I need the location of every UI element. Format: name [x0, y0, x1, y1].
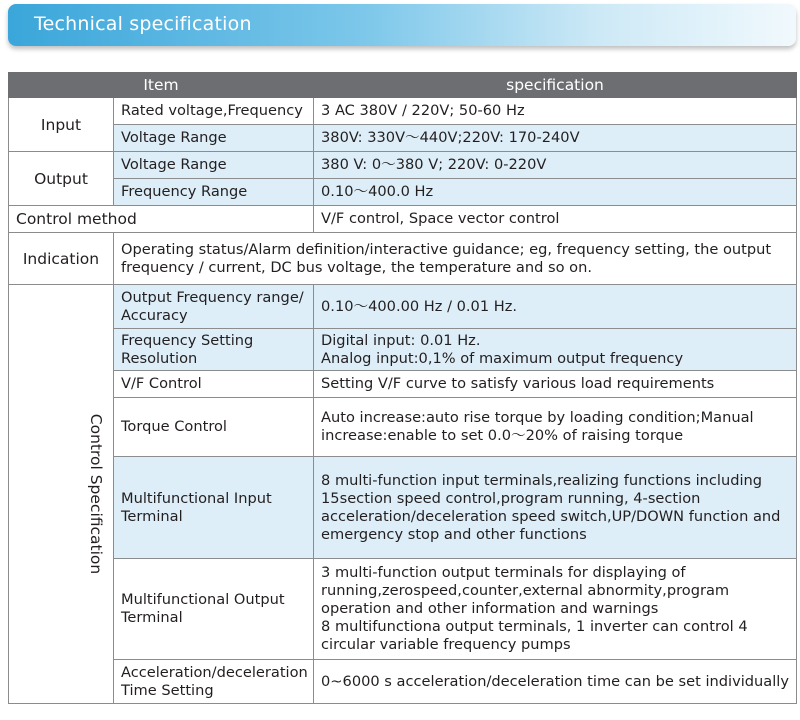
value-line: Operating status/Alarm definition/interactive guidance; eg, frequency setting, the output	[121, 240, 772, 258]
value-cell: 3 AC 380V / 220V; 50-60 Hz	[314, 98, 797, 125]
item-line: Torque Control	[121, 418, 227, 435]
value-line: increase:enable to set 0.0〜20% of raising torque	[321, 427, 684, 444]
item-line: Acceleration/deceleration	[121, 663, 308, 681]
value-line: 0.10〜400.00 Hz / 0.01 Hz.	[321, 297, 518, 315]
value-line: running,zerospeed,counter,external abnormity,program	[321, 582, 730, 599]
value-line: frequency / current, DC bus voltage, the temperature and so on.	[121, 258, 592, 276]
table-row	[9, 559, 797, 660]
table-row	[9, 660, 797, 704]
category-control-method: Control method	[9, 206, 314, 233]
item-line: Frequency Setting	[121, 331, 254, 349]
value-line: Digital input: 0.01 Hz.	[321, 331, 481, 349]
value-line: circular variable frequency pumps	[321, 636, 571, 653]
value-line: 3 multi-function output terminals for displaying of	[321, 564, 686, 581]
table-row	[9, 329, 797, 371]
table-row	[9, 179, 797, 206]
value-line: 8 multifunctiona output terminals, 1 inverter can control 4	[321, 618, 748, 635]
section-title: Technical specification	[34, 13, 252, 35]
category-input: Input	[9, 98, 114, 152]
item-line: Output Frequency range/	[121, 288, 304, 306]
vertical-label: Control Specification	[87, 413, 106, 575]
spec-table	[8, 72, 797, 704]
value-line: 8 multi-function input terminals,realizing functions including	[321, 471, 763, 489]
item-line: Accuracy	[121, 306, 188, 324]
item-cell	[114, 329, 314, 371]
value-cell: 380 V: 0〜380 V; 220V: 0-220V	[314, 152, 797, 179]
category-control-specification	[9, 285, 114, 704]
item-cell	[114, 457, 314, 559]
value-cell	[314, 660, 797, 704]
category-indication: Indication	[9, 233, 114, 285]
table-row	[9, 233, 797, 285]
value-line: operation and other information and warnings	[321, 600, 659, 617]
value-line: Auto increase:auto rise torque by loading condition;Manual	[321, 409, 754, 426]
item-cell: Frequency Range	[114, 179, 314, 206]
value-cell: 380V: 330V〜440V;220V: 170-240V	[314, 125, 797, 152]
value-cell: V/F control, Space vector control	[314, 206, 797, 233]
value-cell	[114, 233, 797, 285]
item-cell: Rated voltage,Frequency	[114, 98, 314, 125]
item-line: Multifunctional Output	[121, 591, 285, 608]
section-banner	[8, 4, 796, 46]
table-row	[9, 98, 797, 125]
item-cell	[114, 285, 314, 329]
value-cell: 0.10〜400.0 Hz	[314, 179, 797, 206]
value-cell	[314, 371, 797, 398]
item-line: Terminal	[121, 507, 183, 525]
value-line: Setting V/F curve to satisfy various load requirements	[321, 375, 715, 392]
value-cell	[314, 457, 797, 559]
table-row	[9, 152, 797, 179]
category-output: Output	[9, 152, 114, 206]
item-line: V/F Control	[121, 375, 202, 392]
value-cell	[314, 285, 797, 329]
header-item: Item	[9, 73, 314, 98]
item-cell: Voltage Range	[114, 152, 314, 179]
table-row	[9, 206, 797, 233]
table-row	[9, 285, 797, 329]
table-row	[9, 125, 797, 152]
header-specification: specification	[314, 73, 797, 98]
table-row	[9, 398, 797, 457]
item-line: Multifunctional Input	[121, 489, 272, 507]
value-line: Analog input:0,1% of maximum output frequency	[321, 349, 684, 367]
item-cell	[114, 398, 314, 457]
table-row	[9, 371, 797, 398]
item-line: Time Setting	[121, 681, 214, 699]
item-line: Resolution	[121, 349, 198, 367]
table-row	[9, 457, 797, 559]
value-cell	[314, 329, 797, 371]
value-cell	[314, 559, 797, 660]
value-line: 15section speed control,program running, 4-section	[321, 489, 701, 507]
value-line: acceleration/deceleration speed switch,UP/DOWN function and	[321, 507, 781, 525]
value-cell	[314, 398, 797, 457]
value-line: emergency stop and other functions	[321, 525, 587, 543]
item-cell: Voltage Range	[114, 125, 314, 152]
value-line: 0~6000 s acceleration/deceleration time can be set individually	[321, 672, 789, 690]
table-header-row	[9, 73, 797, 98]
item-line: Terminal	[121, 609, 183, 626]
item-cell	[114, 559, 314, 660]
item-cell	[114, 371, 314, 398]
item-cell	[114, 660, 314, 704]
